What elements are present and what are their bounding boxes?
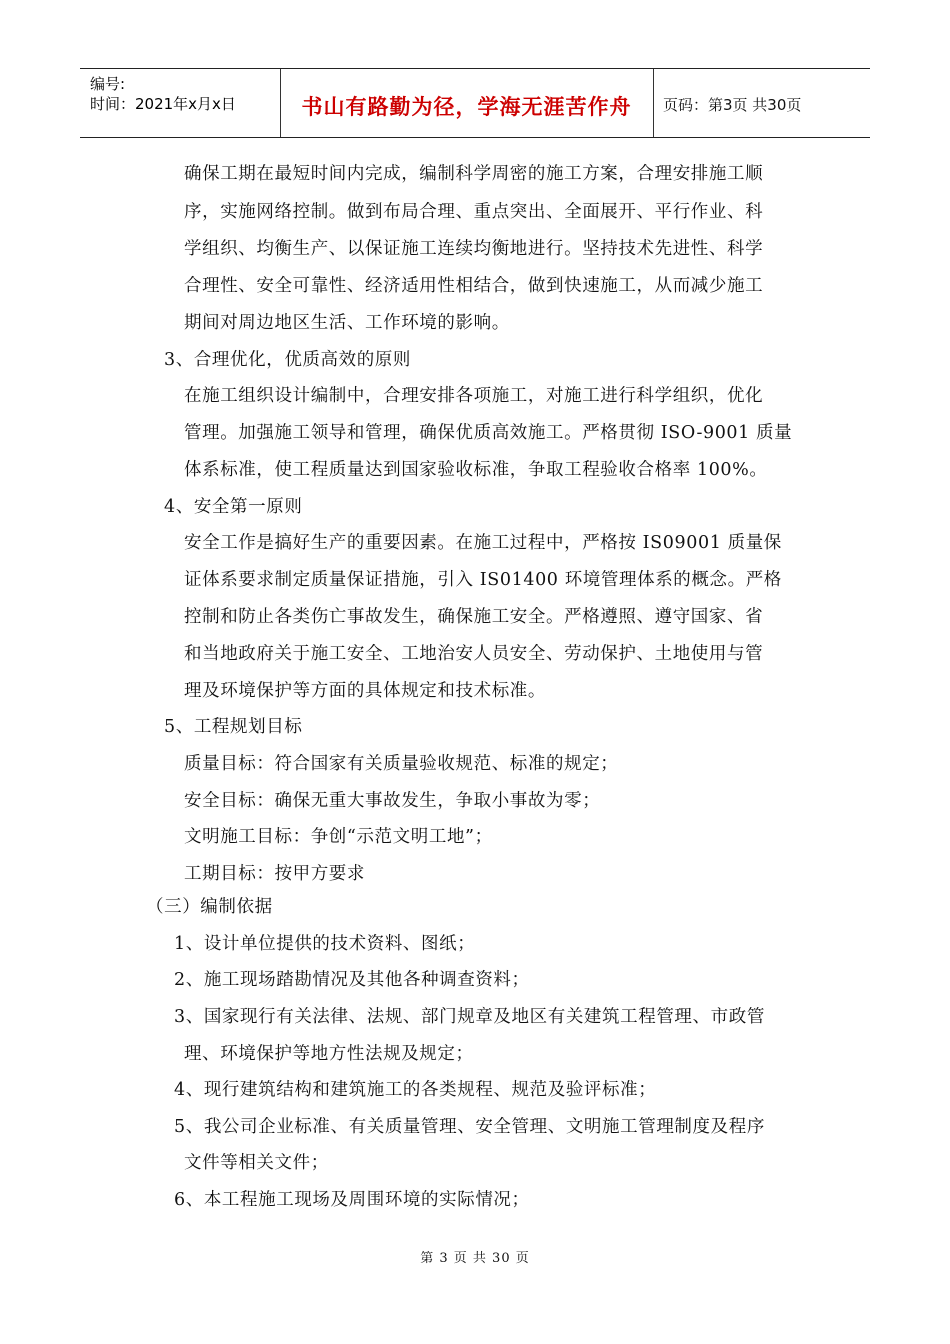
header-left-cell [80,69,281,137]
list-item: 3、国家现行有关法律、法规、部门规章及地区有关建筑工程管理、市政管 [174,1007,765,1027]
body-line: 确保工期在最短时间内完成，编制科学周密的施工方案，合理安排施工顺 [184,164,764,184]
list-item: 1、设计单位提供的技术资料、图纸； [174,934,476,954]
list-item: 2、施工现场踏勘情况及其他各种调查资料； [174,970,530,990]
body-line: 安全目标：确保无重大事故发生，争取小事故为零； [184,791,601,811]
body-line: 工期目标：按甲方要求 [184,864,365,884]
body-line: 序，实施网络控制。做到布局合理、重点突出、全面展开、平行作业、科 [184,202,764,222]
list-item: 4、现行建筑结构和建筑施工的各类规程、规范及验评标准； [174,1080,657,1100]
list-item-continuation: 理、环境保护等地方性法规及规定； [184,1044,474,1064]
page-header [80,68,870,138]
body-line: 证体系要求制定质量保证措施，引入 IS01400 环境管理体系的概念。严格 [184,570,782,590]
header-motto: 书山有路勤为径，学海无涯苦作舟 [301,95,632,119]
body-line: 质量目标：符合国家有关质量验收规范、标准的规定； [184,754,619,774]
document-number-label: 编号: [90,75,126,93]
body-line: 理及环境保护等方面的具体规定和技术标准。 [184,681,546,701]
body-line: 控制和防止各类伤亡事故发生，确保施工安全。严格遵照、遵守国家、省 [184,607,764,627]
list-item: 5、我公司企业标准、有关质量管理、安全管理、文明施工管理制度及程序 [174,1117,765,1137]
list-item: 6、本工程施工现场及周围环境的实际情况； [174,1190,530,1210]
section-heading: 5、工程规划目标 [164,717,303,737]
body-line: 文明施工目标：争创“示范文明工地”； [184,827,493,847]
header-page-cell [653,69,870,137]
list-item-continuation: 文件等相关文件； [184,1153,329,1173]
body-line: 在施工组织设计编制中，合理安排各项施工，对施工进行科学组织，优化 [184,386,764,406]
page-footer: 第 3 页 共 30 页 [420,1251,530,1266]
body-line: 学组织、均衡生产、以保证施工连续均衡地进行。坚持技术先进性、科学 [184,239,764,259]
document-time-label: 时间：2021年x月x日 [90,95,236,113]
body-line: 管理。加强施工领导和管理，确保优质高效施工。严格贯彻 ISO-9001 质量 [184,423,793,443]
body-line: 期间对周边地区生活、工作环境的影响。 [184,313,510,333]
body-line: 和当地政府关于施工安全、工地治安人员安全、劳动保护、土地使用与管 [184,644,764,664]
body-line: 合理性、安全可靠性、经济适用性相结合，做到快速施工，从而减少施工 [184,276,764,296]
section-heading: 4、安全第一原则 [164,497,303,517]
body-line: 体系标准，使工程质量达到国家验收标准，争取工程验收合格率 100%。 [184,460,768,480]
section-heading: （三）编制依据 [146,897,273,917]
body-line: 安全工作是搞好生产的重要因素。在施工过程中，严格按 IS09001 质量保 [184,533,782,553]
header-motto-cell [280,69,654,137]
section-heading: 3、合理优化，优质高效的原则 [164,350,412,370]
header-page-code: 页码：第3页 共30页 [663,96,802,114]
